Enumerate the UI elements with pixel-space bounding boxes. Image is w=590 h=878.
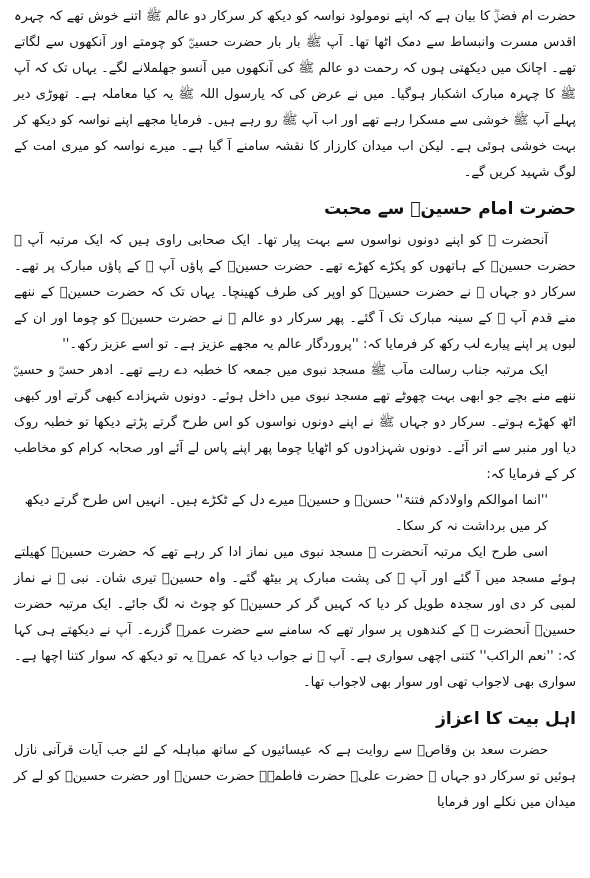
paragraph-prayer-and-ride: اسی طرح ایک مرتبہ آنحضرت ﷺ مسجد نبوی میں نماز ادا کر رہے تھے کہ حضرت حسینؓ کھیلتے ہوئے مسجد میں آ گئے اور آپ ﷺ کی پشت مبارک پر بیٹھ گئے۔ واہ حسینؓ تیری شان۔ نبی ﷺ نے نماز لمبی کر دی اور سجدہ طویل کر دیا کہ کہیں گر کر حسینؓ کو چوٹ نہ لگ جائے۔ ایک مرتبہ حضرت حسینؓ آنحضرت ﷺ کے کندھوں پر سوار تھے کہ سامنے سے حضرت عمرؓ گزرے۔ آپ نے دیکھتے ہی کہا کہ: ''نعم الراکب'' کتنی اچھی سواری ہے۔ آپ ﷺ نے جواب دیا کہ عمرؓ یہ تو دیکھ کہ سوار کتنا اچھا ہے۔ سواری بھی لاجواب تھی اور سوار بھی لاجواب تھا۔ xyxy=(13,545,576,690)
paragraph-friday-sermon: ایک مرتبہ جناب رسالت مآب ﷺ مسجد نبوی میں جمعہ کا خطبہ دے رہے تھے۔ ادھر حسنؓ و حسینؓ ننھے منے بچے جو ابھی بہت چھوٹے تھے مسجد نبوی میں داخل ہوئے۔ دونوں شہزادے کبھی گرتے اور کبھی اٹھ کھڑے ہوتے۔ سرکار دو جہاں ﷺ نے اپنے دونوں نواسوں کو اس طرح گرتے پڑتے دیکھا تو خطبہ روک دیا اور منبر سے اتر آئے۔ دونوں شہزادوں کو اٹھایا چوما پھر اپنے پاس لے آئے اور صحابہ کرام کو مخاطب کر کے فرمایا کہ: xyxy=(14,363,576,482)
heading-ahl-e-bait-honor: اہل بیت کا اعزاز xyxy=(436,709,576,729)
paragraph-birth-of-hussain: حضرت ام فضلؓ کا بیان ہے کہ اپنے نومولود نواسہ کو دیکھ کر سرکار دو عالم ﷺ اتنے خوش تھے کہ چہرہ اقدس مسرت وانبساط سے دمک اٹھا تھا۔ آپ ﷺ بار بار حضرت حسینؓ کو چومتے اور آنکھوں سے لگاتے تھے۔ اچانک میں دیکھتی ہوں کہ رحمت دو عالم ﷺ کی آنکھوں میں آنسو جھلملانے لگے۔ یہاں تک کہ آپ ﷺ کا چہرہ مبارک اشکبار ہوگیا۔ میں نے عرض کی کہ یارسول اللہ ﷺ یہ کیا معاملہ ہے۔ تھوڑی دیر پہلے آپ ﷺ خوشی سے مسکرا رہے تھے اور اب آپ ﷺ رو رہے ہیں۔ فرمایا مجھے اپنے نواسہ کو دیکھ کر بہت خوشی ہوئی ہے۔ لیکن اب میدان کارزار کا نقشہ سامنے آ گیا ہے۔ میرے نواسہ کو میری امت کے لوگ شہید کریں گے۔ xyxy=(14,9,576,180)
quote-hadith: ''انما اموالکم واولادکم فتنۃ'' حسنؓ و حسینؓ میرے دل کے ٹکڑے ہیں۔ انہیں اس طرح گرتے دیکھ کر میں برداشت نہ کر سکا۔ xyxy=(24,493,548,534)
heading-love-for-hussain: حضرت امام حسینؓ سے محبت xyxy=(324,199,576,219)
paragraph-mubahala: حضرت سعد بن وقاصؓ سے روایت ہے کہ عیسائیوں کے ساتھ مباہلہ کے لئے جب آیات قرآنی نازل ہوئیں تو سرکار دو جہاں ﷺ حضرت علیؓ حضرت فاطمہؓ حضرت حسنؓ اور حضرت حسینؓ کو لے کر میدان میں نکلے اور فرمایا xyxy=(14,743,576,810)
paragraph-lifting-hussain: آنحضرت ﷺ کو اپنے دونوں نواسوں سے بہت پیار تھا۔ ایک صحابی راوی ہیں کہ ایک مرتبہ آپ ﷺ حضرت حسینؓ کے ہاتھوں کو پکڑے کھڑے تھے۔ حضرت حسینؓ کے پاؤں آپ ﷺ کے پاؤں مبارک پر تھے۔ سرکار دو جہاں ﷺ نے حضرت حسینؓ کو اوپر کی طرف کھینچا۔ یہاں تک کہ حضرت حسینؓ کے ننھے منے قدم آپ ﷺ کے سینہ مبارک تک آ گئے۔ پھر سرکار دو عالم ﷺ نے حضرت حسینؓ کو چوما اور ان کے لبوں پر اپنے پیارے لب رکھ کر فرمایا کہ: ''پروردگار عالم یہ مجھے عزیز ہے۔ تو اسے عزیز رکھ۔'' xyxy=(14,233,576,352)
